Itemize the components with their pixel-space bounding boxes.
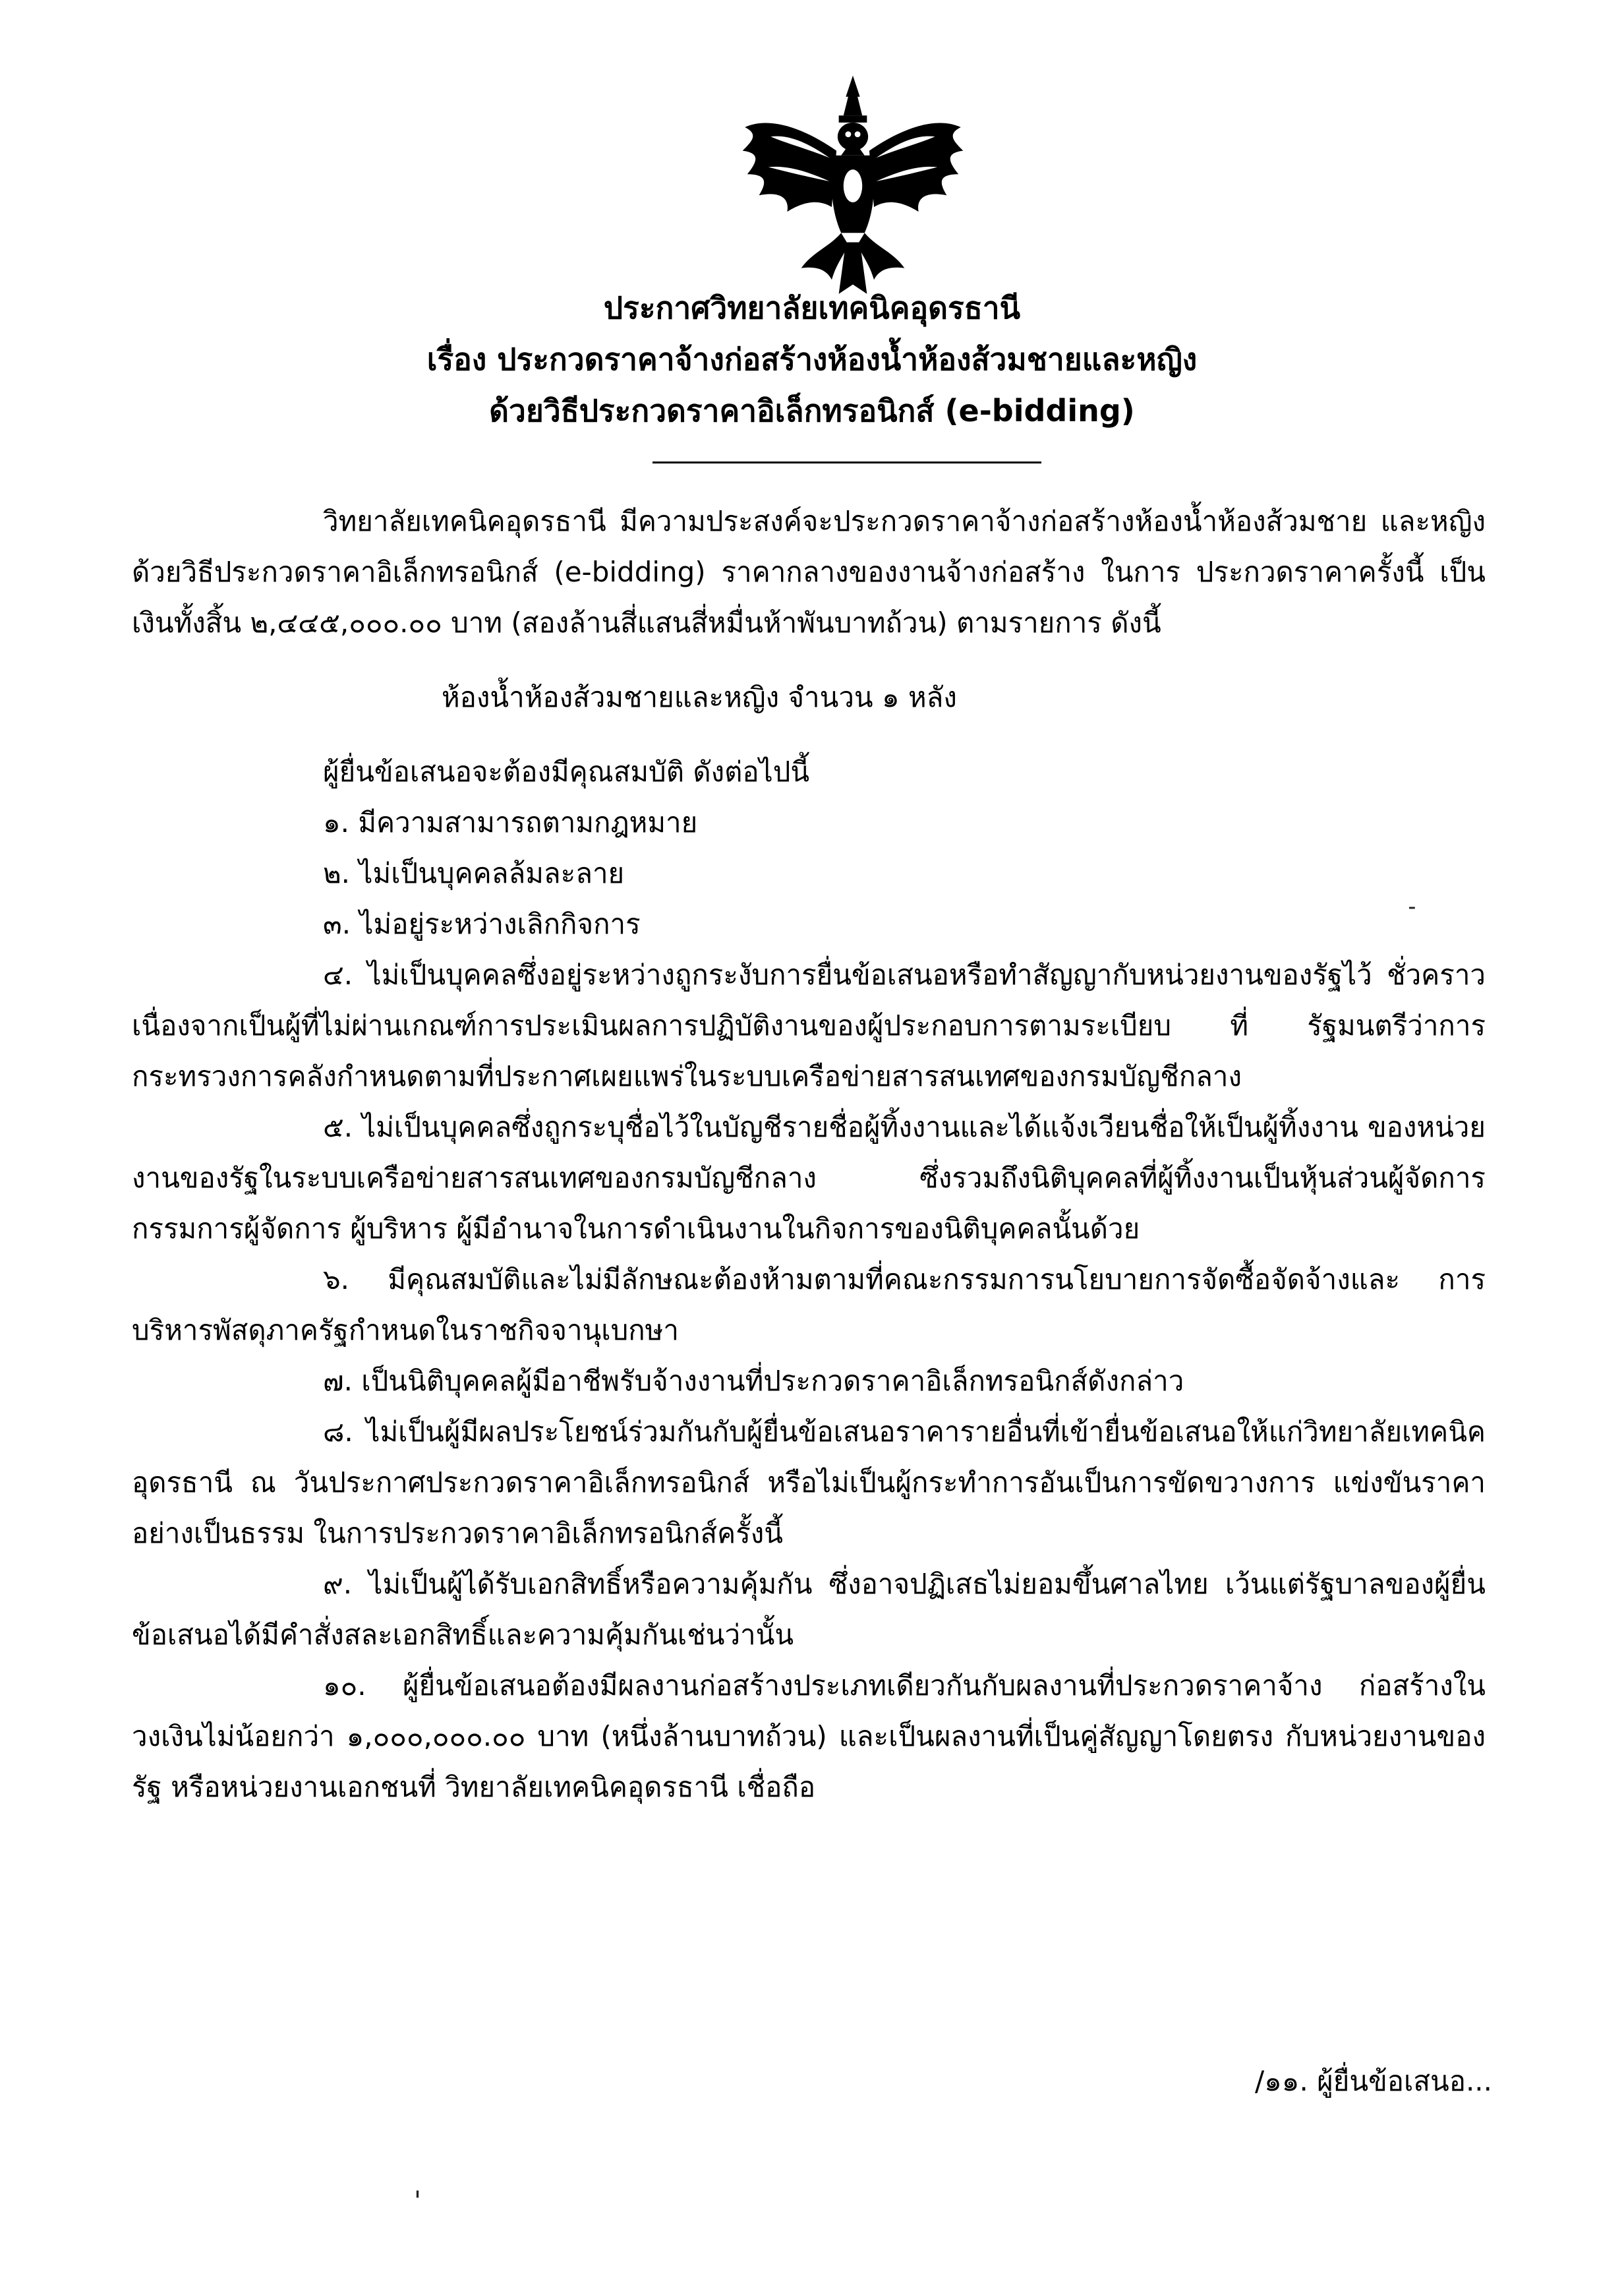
item-line: ห้องน้ำห้องส้วมชายและหญิง จำนวน ๑ หลัง [442, 681, 957, 713]
qualifications-intro: ผู้ยื่นข้อเสนอจะต้องมีคุณสมบัติ ดังต่อไปนี้ [323, 756, 810, 788]
qualification-item-9: ๙. ไม่เป็นผู้ได้รับเอกสิทธิ์หรือความคุ้มกัน ซึ่งอาจปฏิเสธไม่ยอมขึ้นศาลไทย เว้นแต่รัฐบาลของผู้ยื่นข้อเสนอได้มีคำสั่งสละเอกสิทธิ์และความคุ้มกันเช่นว่านั้น [132, 1568, 1486, 1651]
qualification-item-3: ๓. ไม่อยู่ระหว่างเลิกกิจการ [323, 908, 641, 940]
qualification-item-1: ๑. มีความสามารถตามกฎหมาย [323, 806, 698, 839]
title-subject: เรื่อง ประกวดราคาจ้างก่อสร้างห้องน้ำห้องส้วมชายและหญิง [426, 342, 1198, 377]
qualification-item-8: ๘. ไม่เป็นผู้มีผลประโยชน์ร่วมกันกับผู้ยื่นข้อเสนอราคารายอื่นที่เข้ายื่นข้อเสนอให้แก่วิทยาลัยเทคนิคอุดรธานี ณ วันประกาศประกวดราคาอิเล็กทรอนิกส์ หรือไม่เป็นผู้กระทำการอันเป็นการขัดขวางการ แข่งขันราคาอย่างเป็นธรรม ในการประกวดราคาอิเล็กทรอนิกส์ครั้งนี้ [132, 1415, 1486, 1549]
title-institution: ประกาศวิทยาลัยเทคนิคอุดรธานี [603, 290, 1021, 326]
announcement-title [198, 282, 1426, 436]
qualification-item-6: ๖. มีคุณสมบัติและไม่มีลักษณะต้องห้ามตามที่คณะกรรมการนโยบายการจัดซื้อจัดจ้างและ การบริหารพัสดุภาครัฐกำหนดในราชกิจจานุเบกษา [132, 1263, 1486, 1346]
intro-paragraph: วิทยาลัยเทคนิคอุดรธานี มีความประสงค์จะประกวดราคาจ้างก่อสร้างห้องน้ำห้องส้วมชาย และหญิง ด้วยวิธีประกวดราคาอิเล็กทรอนิกส์ (e-bidding) ราคากลางของงานจ้างก่อสร้าง ในการ ประกวดราคาครั้งนี้ เป็นเงินทั้งสิ้น ๒,๔๔๕,๐๐๐.๐๐ บาท (สองล้านสี่แสนสี่หมื่นห้าพันบาทถ้วน) ตามรายการ ดังนี้ [132, 505, 1486, 639]
qualification-item-2: ๒. ไม่เป็นบุคคลล้มละลาย [323, 857, 625, 889]
garuda-emblem [736, 69, 970, 303]
qualification-item-5: ๕. ไม่เป็นบุคคลซึ่งถูกระบุชื่อไว้ในบัญชีรายชื่อผู้ทิ้งงานและได้แจ้งเวียนชื่อให้เป็นผู้ทิ้งงาน ของหน่วยงานของรัฐในระบบเครือข่ายสารสนเทศของกรมบัญชีกลาง ซึ่งรวมถึงนิติบุคคลที่ผู้ทิ้งงานเป็นหุ้นส่วนผู้จัดการ กรรมการผู้จัดการ ผู้บริหาร ผู้มีอำนาจในการดำเนินงานในกิจการของนิติบุคคลนั้นด้วย [132, 1111, 1486, 1245]
scan-speck: ˗ [1408, 891, 1416, 922]
qualification-item-4: ๔. ไม่เป็นบุคคลซึ่งอยู่ระหว่างถูกระงับการยื่นข้อเสนอหรือทำสัญญากับหน่วยงานของรัฐไว้ ชั่วคราว เนื่องจากเป็นผู้ที่ไม่ผ่านเกณฑ์การประเมินผลการปฏิบัติงานของผู้ประกอบการตามระเบียบ ที่ รัฐมนตรีว่าการกระทรวงการคลังกำหนดตามที่ประกาศเผยแพร่ในระบบเครือข่ายสารสนเทศของกรมบัญชีกลาง [132, 959, 1486, 1092]
title-divider [652, 461, 1041, 463]
qualification-item-7: ๗. เป็นนิติบุคคลผู้มีอาชีพรับจ้างงานที่ประกวดราคาอิเล็กทรอนิกส์ดังกล่าว [323, 1365, 1184, 1397]
garuda-emblem-icon [736, 69, 970, 303]
title-method: ด้วยวิธีประกวดราคาอิเล็กทรอนิกส์ (e-bidding) [489, 393, 1135, 429]
qualification-item-10: ๑๐. ผู้ยื่นข้อเสนอต้องมีผลงานก่อสร้างประเภทเดียวกันกับผลงานที่ประกวดราคาจ้าง ก่อสร้างในวงเงินไม่น้อยกว่า ๑,๐๐๐,๐๐๐.๐๐ บาท (หนึ่งล้านบาทถ้วน) และเป็นผลงานที่เป็นคู่สัญญาโดยตรง กับหน่วยงานของรัฐ หรือหน่วยงานเอกชนที่ วิทยาลัยเทคนิคอุดรธานี เชื่อถือ [132, 1669, 1486, 1803]
page-continuation: /๑๑. ผู้ยื่นข้อเสนอ... [1254, 2065, 1492, 2097]
scan-speck-bottom: ' [414, 2186, 421, 2216]
announcement-body [132, 496, 1486, 1812]
